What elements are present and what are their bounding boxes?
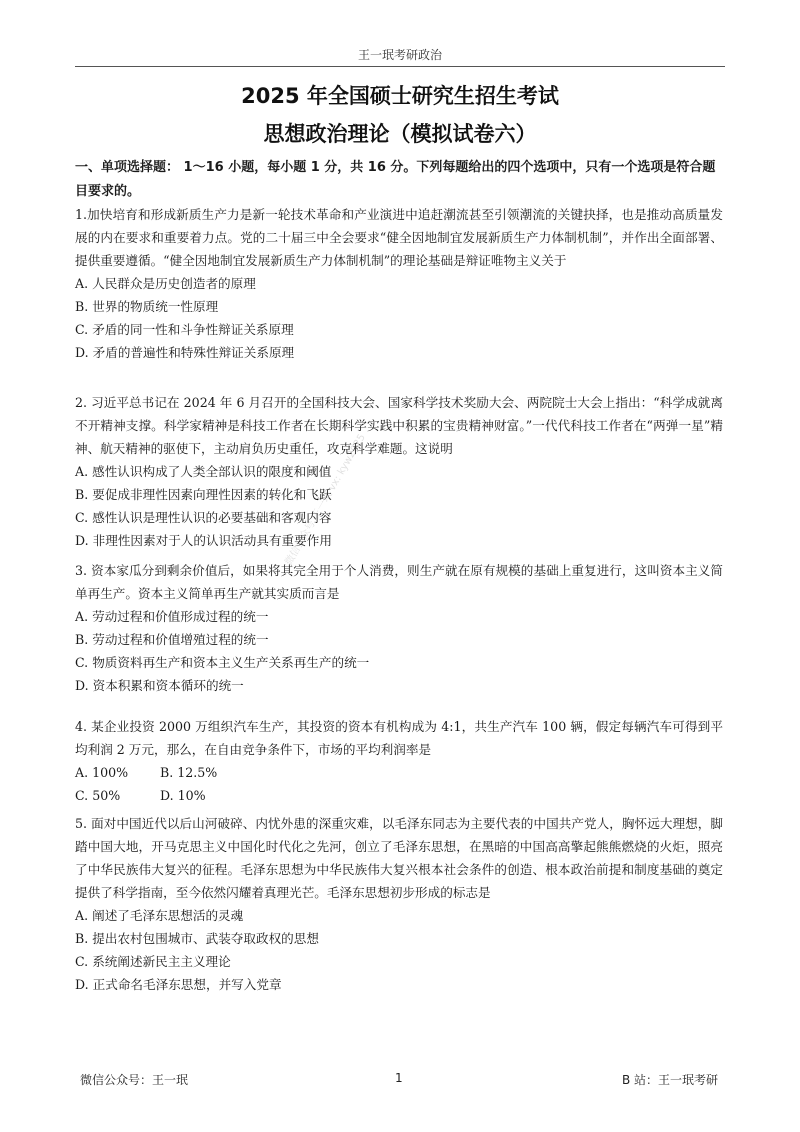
option-c: C. 系统阐述新民主主义理论 bbox=[75, 954, 231, 969]
section-instruction: 一、单项选择题： 1～16 小题，每小题 1 分，共 16 分。下列每题给出的四个选项中，只有一个选项是符合题目要求的。 bbox=[75, 160, 716, 199]
option-b: B. 要促成非理性因素向理性因素的转化和飞跃 bbox=[75, 487, 332, 502]
option-d: D. 正式命名毛泽东思想，并写入党章 bbox=[75, 977, 282, 992]
question-4 bbox=[75, 715, 723, 807]
question-5 bbox=[75, 812, 723, 996]
option-a: A. 100% bbox=[75, 765, 129, 780]
footer-bilibili: B 站：王一珉考研 bbox=[622, 1073, 719, 1087]
option-a: A. 阐述了毛泽东思想活的灵魂 bbox=[75, 908, 244, 923]
option-a: A. 劳动过程和价值形成过程的统一 bbox=[75, 609, 269, 624]
option-c: C. 矛盾的同一性和斗争性辩证关系原理 bbox=[75, 322, 294, 337]
options-grid bbox=[75, 761, 723, 807]
question-2 bbox=[75, 391, 723, 552]
option-c: C. 50% bbox=[75, 788, 121, 803]
option-a: A. 感性认识构成了人类全部认识的限度和阈值 bbox=[75, 464, 332, 479]
page-number: 1 bbox=[395, 1071, 403, 1085]
header-rule bbox=[75, 66, 725, 67]
question-stem: 5. 面对中国近代以后山河破碎、内忧外患的深重灾难，以毛泽东同志为主要代表的中国共产党人，胸怀远大理想，脚踏中国大地，开马克思主义中国化时代化之先河，创立了毛泽东思想，在黑暗的中国高高擎起熊熊燃烧的火炬，照亮了中华民族伟大复兴的征程。毛泽东思想为中华民族伟大复兴根本社会条件的创造、根本政治前提和制度基础的奠定提供了科学指南，至今依然闪耀着真理光芒。毛泽东思想初步形成的标志是 bbox=[75, 816, 723, 900]
option-b: B. 劳动过程和价值增殖过程的统一 bbox=[75, 632, 269, 647]
option-d: D. 矛盾的普遍性和特殊性辩证关系原理 bbox=[75, 345, 295, 360]
question-1 bbox=[75, 203, 723, 364]
option-b: B. 世界的物质统一性原理 bbox=[75, 299, 219, 314]
question-stem: 2. 习近平总书记在 2024 年 6 月召开的全国科技大会、国家科学技术奖励大会、两院院士大会上指出：“科学成就离不开精神支撑。科学家精神是科技工作者在长期科学实践中积累的宝贵精神财富。”一代代科技工作者在“两弹一星”精神、航天精神的驱使下，主动肩负历史重任，攻克科学难题。这说明 bbox=[75, 395, 723, 456]
question-stem: 1.加快培育和形成新质生产力是新一轮技术革命和产业演进中追赶潮流甚至引领潮流的关键抉择，也是推动高质量发展的内在要求和重要着力点。党的二十届三中全会要求“健全因地制宜发展新质生产力体制机制”，并作出全面部署、提供重要遵循。“健全因地制宜发展新质生产力体制机制”的理论基础是辩证唯物主义关于 bbox=[75, 207, 723, 268]
exam-title: 2025 年全国硕士研究生招生考试 bbox=[241, 84, 559, 108]
option-b: B. 12.5% bbox=[160, 765, 218, 780]
watermark: 微信公众号 王一珉 vx: kyw2025 bbox=[283, 432, 368, 568]
question-stem: 4. 某企业投资 2000 万组织汽车生产，其投资的资本有机构成为 4:1，共生产汽车 100 辆，假定每辆汽车可得到平均利润 2 万元，那么，在自由竞争条件下，市场的平均利润率是 bbox=[75, 719, 723, 757]
question-3 bbox=[75, 559, 723, 697]
option-c: C. 感性认识是理性认识的必要基础和客观内容 bbox=[75, 510, 332, 525]
exam-subtitle: 思想政治理论（模拟试卷六） bbox=[263, 122, 537, 146]
option-d: D. 10% bbox=[160, 788, 206, 803]
option-a: A. 人民群众是历史创造者的原理 bbox=[75, 276, 256, 291]
footer-wechat: 微信公众号：王一珉 bbox=[80, 1073, 189, 1087]
option-d: D. 资本积累和资本循环的统一 bbox=[75, 678, 244, 693]
option-d: D. 非理性因素对于人的认识活动具有重要作用 bbox=[75, 533, 332, 548]
option-b: B. 提出农村包围城市、武装夺取政权的思想 bbox=[75, 931, 319, 946]
running-header: 王一珉考研政治 bbox=[357, 48, 442, 62]
question-stem: 3. 资本家瓜分到剩余价值后，如果将其完全用于个人消费，则生产就在原有规模的基础上重复进行，这叫资本主义简单再生产。资本主义简单再生产就其实质而言是 bbox=[75, 563, 723, 601]
option-c: C. 物质资料再生产和资本主义生产关系再生产的统一 bbox=[75, 655, 370, 670]
